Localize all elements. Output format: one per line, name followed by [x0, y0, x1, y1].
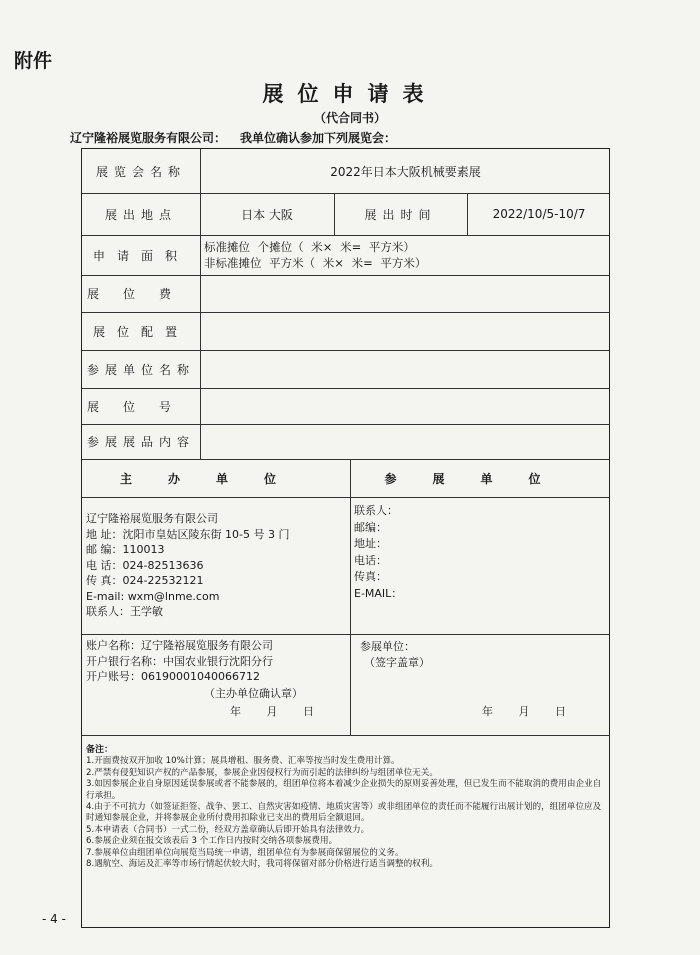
area-values	[204, 239, 426, 271]
page-number: - 4 -	[42, 912, 66, 926]
note-item: 7.参展单位由组团单位向展览当局统一申请，组团单位有为参展商保留展位的义务。	[86, 847, 404, 858]
notes-section	[86, 745, 607, 870]
organizer-email: E-mail: wxm@lnme.com	[86, 589, 220, 603]
organizer-name: 辽宁隆裕展览服务有限公司	[86, 512, 218, 525]
organizer-contact: 联系人：王学敏	[86, 605, 163, 618]
intro-line	[70, 129, 396, 146]
location-value: 日本 大阪	[241, 207, 293, 222]
col-divider	[350, 459, 351, 735]
area-nonstandard-line: 非标准摊位 平方米（ 米× 米= 平方米）	[204, 256, 427, 270]
participant-info	[354, 503, 402, 602]
organizer-address: 地 址：沈阳市皇姑区陵东街 10-5 号 3 门	[86, 527, 290, 541]
note-item: 8.遇航空、海运及汇率等市场行情起伏较大时，我司将保留对部分价格进行适当调整的权利。	[86, 859, 438, 870]
application-form	[81, 148, 610, 928]
row-divider	[82, 634, 609, 635]
participant-seal: （签字盖章）	[364, 656, 430, 669]
products-label: 参展展品内容	[86, 435, 195, 449]
note-item: 2.严禁有侵犯知识产权的产品参展，参展企业因侵权行为而引起的法律纠纷与组团单位无关。	[86, 767, 438, 778]
participant-fax: 传真：	[354, 570, 387, 583]
participant-seal-label: 参展单位：	[360, 640, 415, 653]
bank-account-name: 账户名称：辽宁隆裕展览服务有限公司	[86, 639, 273, 652]
addressee: 辽宁隆裕展览服务有限公司：	[70, 131, 227, 145]
participant-postcode: 邮编：	[354, 520, 387, 534]
organizer-seal: （主办单位确认章）	[204, 687, 303, 700]
bank-account-number: 开户账号：06190001040066712	[86, 670, 260, 683]
config-label: 展位配置	[92, 324, 189, 339]
participant-address: 地址：	[354, 537, 387, 550]
row-divider	[82, 497, 609, 498]
note-item: 6.参展企业须在报交该表后 3 个工作日内按时交纳各项参展费用。	[86, 836, 338, 847]
note-item: 4.由于不可抗力（如签证拒签、战争、罢工、自然灾害如疫情、地质灾害等）或非组团单位的责任而不能履行出展计划的，组团单位应及时通知参展企业，并将参展企业所付费用扣除业已支出的费用后全额退回。	[86, 802, 602, 824]
time-label: 展出时间	[364, 207, 437, 222]
exhibition-name-label: 展览会名称	[95, 164, 186, 179]
fee-label: 展位费	[86, 287, 195, 301]
organizer-postcode: 邮 编：110013	[86, 543, 165, 556]
organizer-header: 主办单位	[119, 471, 312, 486]
row-divider	[82, 735, 609, 736]
time-value: 2022/10/5-10/7	[492, 207, 586, 221]
exhibition-name-value: 2022年日本大阪机械要素展	[330, 164, 481, 179]
booth-number-label: 展位号	[86, 399, 195, 414]
confirm-text: 我单位确认参加下列展览会：	[240, 131, 397, 145]
page-subtitle: （代合同书）	[313, 111, 386, 125]
note-item: 1.开面费按双开加收 10%计算；展具增租、服务费、汇率等按当时发生费用计算。	[86, 756, 400, 767]
bank-info	[86, 638, 273, 685]
note-item: 3.如因参展企业自身原因延误参展或者不能参展的，组团单位将本着减少企业损失的原则妥善处理，但已发生而不能取消的费用由企业自行承担。	[86, 779, 602, 801]
notes-title: 备注：	[86, 745, 114, 755]
participant-header: 参展单位	[384, 471, 577, 486]
area-label: 申请面积	[92, 248, 189, 263]
organizer-info	[86, 511, 289, 620]
participant-contact: 联系人：	[354, 504, 398, 517]
note-item: 5.本申请表（合同书）一式二份，经双方盖章确认后即开始具有法律效力。	[86, 824, 370, 835]
organizer-phone: 电 话：024-82513636	[86, 558, 204, 572]
bank-name: 开户银行名称：中国农业银行沈阳分行	[86, 654, 273, 668]
attachment-label: 附件	[14, 50, 53, 72]
page-title: 展位申请表	[262, 82, 438, 106]
exhibitor-name-label: 参展单位名称	[86, 362, 195, 377]
participant-date: 年 月 日	[482, 705, 566, 718]
participant-email: E-MAIL：	[354, 586, 403, 600]
organizer-date: 年 月 日	[230, 705, 314, 718]
location-label: 展出地点	[104, 207, 177, 222]
area-standard-line: 标准摊位 个摊位（ 米× 米= 平方米）	[204, 240, 415, 254]
organizer-fax: 传 真：024-22532121	[86, 574, 204, 587]
participant-phone: 电话：	[354, 553, 387, 567]
